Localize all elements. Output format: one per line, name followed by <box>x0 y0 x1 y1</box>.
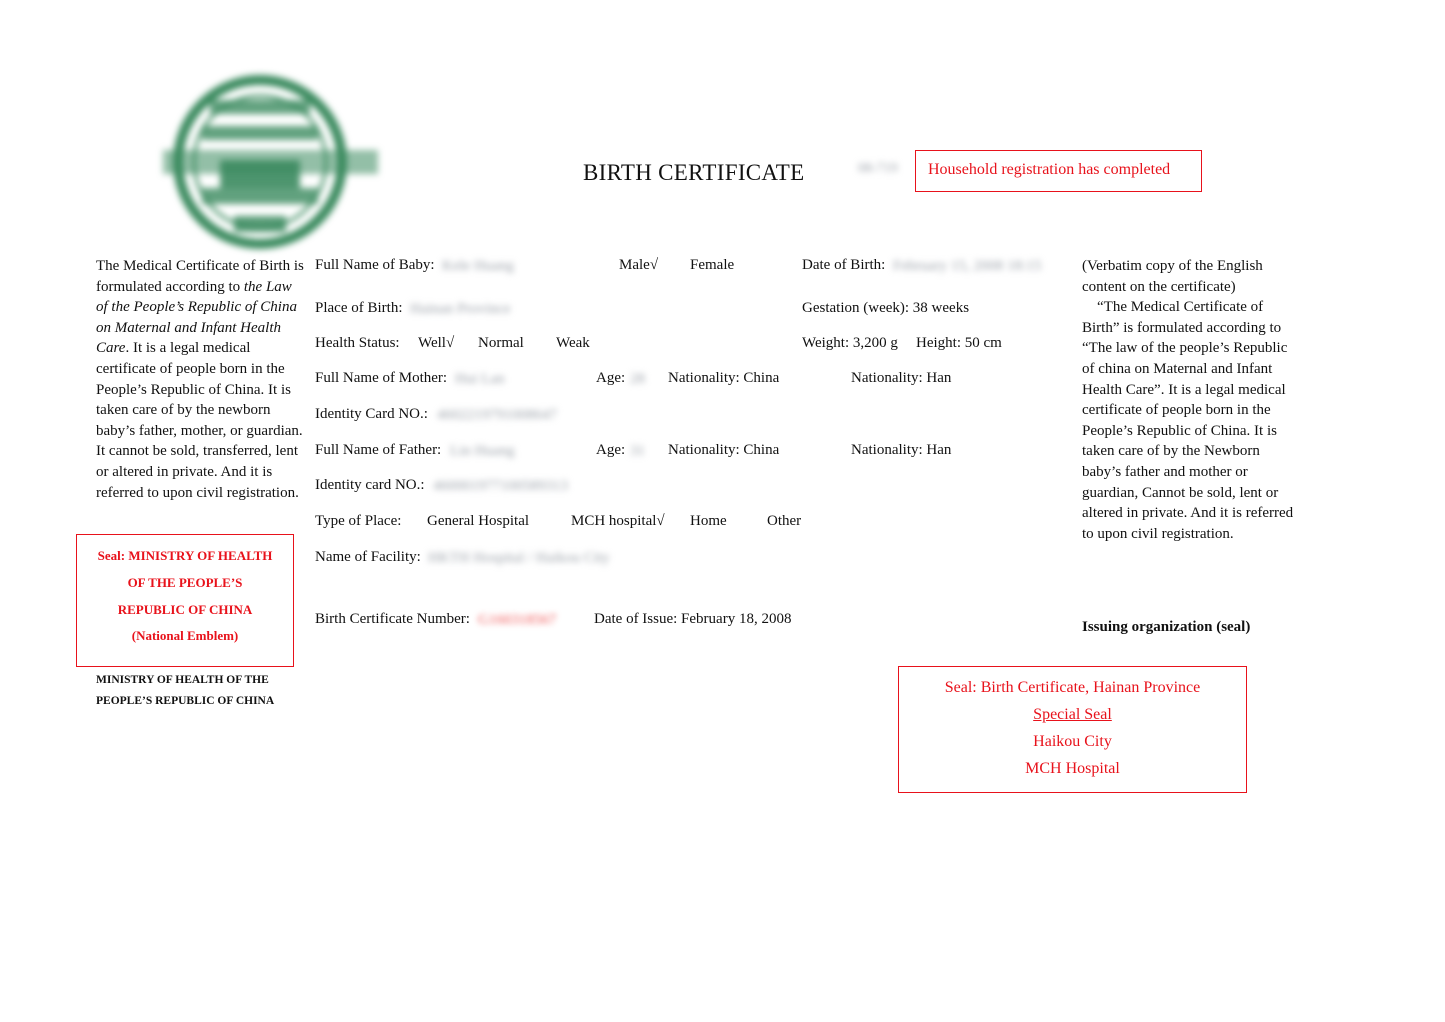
ministry-seal-line: OF THE PEOPLE’S <box>127 574 243 590</box>
mother-id-value: 4602219791008647 <box>437 407 557 423</box>
ministry-seal-line: (National Emblem) <box>131 628 239 644</box>
place-type-label: Type of Place: <box>315 513 402 529</box>
father-name-value: Lin Huang <box>450 443 515 459</box>
left-legal-notice <box>96 256 306 503</box>
father-id-value: 460001977100589313 <box>433 478 568 494</box>
father-name-label: Full Name of Father: <box>315 442 442 458</box>
place-home-option: Home <box>690 513 727 529</box>
hospital-seal-line: Seal: Birth Certificate, Hainan Province <box>944 679 1201 696</box>
weight: Weight: 3,200 g <box>802 335 898 351</box>
place-general-hospital-option: General Hospital <box>427 513 530 529</box>
issuing-organization-label: Issuing organization (seal) <box>1082 619 1251 635</box>
mother-nationality: Nationality: China <box>668 370 780 386</box>
hospital-seal-stamp-icon <box>158 70 383 255</box>
certificate-serial: 08-719 <box>858 161 898 176</box>
father-id-label: Identity card NO.: <box>315 477 425 493</box>
date-of-birth-value: February 15, 2008 18:15 <box>893 258 1042 274</box>
father-nationality: Nationality: China <box>668 442 780 458</box>
left-notice-part2: . It is a legal medical certificate of people born in the People’s Republic of China. It is taken care of by the newborn baby’s father, mother, or guardian. It cannot be sold, transferred, lent or altered in private. And it is referred to upon civil registration. <box>96 340 303 501</box>
date-of-birth-label: Date of Birth: <box>802 257 886 273</box>
baby-name-label: Full Name of Baby: <box>315 257 435 273</box>
ministry-seal-box <box>76 534 294 667</box>
mother-name-label: Full Name of Mother: <box>315 370 448 386</box>
facility-name-value: HKTH Hospital / Haikou City <box>428 550 610 566</box>
facility-name-label: Name of Facility: <box>315 549 421 565</box>
hospital-seal-line: Special Seal <box>1033 706 1112 723</box>
right-verbatim-notice: (Verbatim copy of the English content on the certificate) “The Medical Certificate of Birth” is formulated according to “The law of the people’s Republic of china on Maternal and Infant Health Care”. It is a legal medical certificate of people born in the People’s Republic of China. It is taken care of by the Newborn baby’s father and mother or guardian, Cannot be sold, lent or altered in private. And it is referred to upon civil registration. <box>1082 258 1294 542</box>
hospital-seal-line: MCH Hospital <box>1025 760 1120 777</box>
ministry-caption-line: MINISTRY OF HEALTH OF THE <box>96 674 269 686</box>
father-age-label: Age: <box>596 442 626 458</box>
baby-name-value: Kele Huang <box>442 258 515 274</box>
place-of-birth-label: Place of Birth: <box>315 300 403 316</box>
certificate-number-label: Birth Certificate Number: <box>315 611 470 627</box>
health-weak-option: Weak <box>556 335 590 351</box>
ministry-caption <box>96 670 306 712</box>
health-well-option: Well√ <box>418 335 455 351</box>
father-ethnicity: Nationality: Han <box>851 442 952 458</box>
mother-id-label: Identity Card NO.: <box>315 406 428 422</box>
ministry-caption-line: PEOPLE’S REPUBLIC OF CHINA <box>96 695 275 707</box>
mother-age-label: Age: <box>596 370 626 386</box>
sex-female-option: Female <box>690 257 735 273</box>
hospital-seal-line: Haikou City <box>1033 733 1112 750</box>
health-status-label: Health Status: <box>315 335 400 351</box>
gestation-weeks: Gestation (week): 38 weeks <box>802 300 970 316</box>
household-registration-note: Household registration has completed <box>915 150 1202 192</box>
health-normal-option: Normal <box>478 335 524 351</box>
left-notice-law-title: the Law of the People’s Republic of China on Maternal and Infant Health Care <box>96 278 297 357</box>
ministry-seal-line: REPUBLIC OF CHINA <box>117 601 253 617</box>
father-age-value: 31 <box>630 443 645 459</box>
place-other-option: Other <box>767 513 802 529</box>
mother-age-value: 28 <box>630 371 645 387</box>
height: Height: 50 cm <box>916 335 1002 351</box>
date-of-issue: Date of Issue: February 18, 2008 <box>594 611 792 627</box>
place-mch-hospital-option: MCH hospital√ <box>571 513 665 529</box>
mother-name-value: Hui Lan <box>455 371 505 387</box>
document-title: BIRTH CERTIFICATE <box>583 160 805 185</box>
mother-ethnicity: Nationality: Han <box>851 370 952 386</box>
ministry-seal-line: Seal: MINISTRY OF HEALTH <box>97 548 273 563</box>
place-of-birth-value: Hainan Province <box>410 301 511 317</box>
hospital-seal-box <box>898 666 1247 793</box>
left-notice-part1: The Medical Certificate of Birth is formulated according to <box>96 258 304 295</box>
sex-male-option: Male√ <box>619 257 659 273</box>
certificate-number-value: G160318567 <box>478 612 557 628</box>
